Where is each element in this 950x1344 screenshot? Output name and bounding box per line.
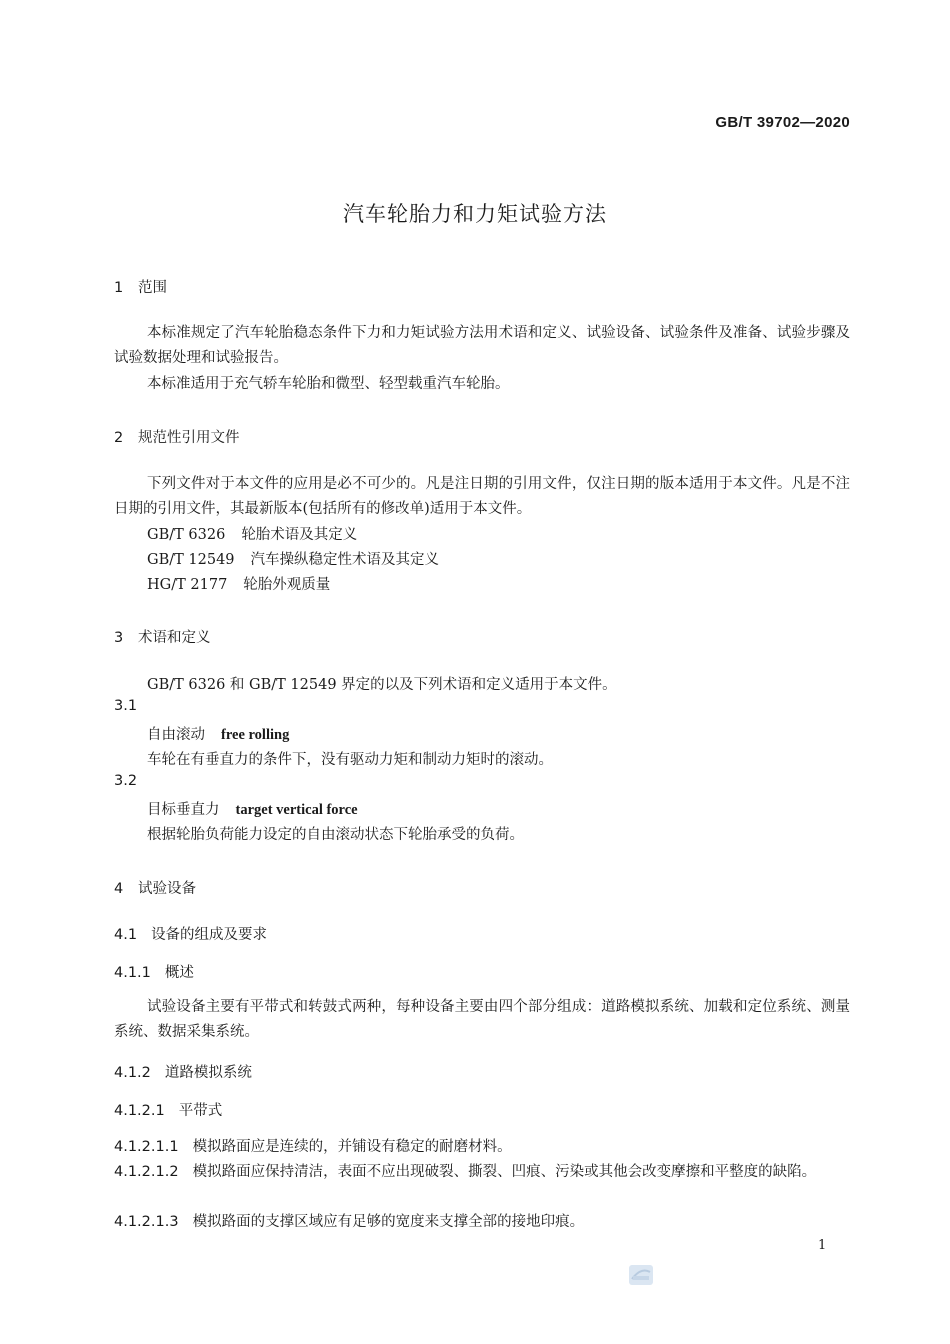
reference-item [147,573,883,594]
subsection-title: 道路模拟系统 [164,1065,252,1081]
term-definition: 根据轮胎负荷能力设定的自由滚动状态下轮胎承受的负荷。 [147,827,524,843]
subsection-number: 4.1 [114,927,138,943]
section-3-heading [114,626,211,647]
subsection-number: 4.1.2 [114,1065,151,1081]
term-number: 3.2 [114,773,138,789]
term-number: 3.1 [114,698,138,714]
clause-text: 模拟路面的支撑区域应有足够的宽度来支撑全部的接地印痕。 [192,1214,585,1230]
clause [114,1210,850,1231]
clause-number: 4.1.2.1.1 [114,1139,179,1155]
subsection-heading [114,1099,222,1120]
term-english: target vertical force [235,802,358,818]
clause-number: 4.1.2.1.3 [114,1214,179,1230]
reference-title: 轮胎术语及其定义 [241,527,358,543]
reference-code: GB/T 6326 [147,527,226,543]
term-definition: 车轮在有垂直力的条件下，没有驱动力矩和制动力矩时的滚动。 [147,752,553,768]
paragraph: 试验设备主要有平带式和转鼓式两种，每种设备主要由四个部分组成：道路模拟系统、加载和定位系统、测量系统、数据采集系统。 [114,999,850,1040]
subsection-number: 4.1.2.1 [114,1103,165,1119]
section-title: 范围 [138,280,167,296]
clause-text: 模拟路面应保持清洁，表面不应出现破裂、撕裂、凹痕、污染或其他会改变摩擦和平整度的缺陷。 [192,1164,817,1180]
section-4-heading [114,877,196,898]
reference-item [147,548,883,569]
term-entry [147,798,358,819]
section-1-heading [114,276,167,297]
paragraph: 本标准适用于充气轿车轮胎和微型、轻型载重汽车轮胎。 [147,376,510,392]
clause [114,1160,850,1185]
section-title: 规范性引用文件 [138,430,240,446]
term-entry [147,723,289,744]
subsection-heading [114,1061,252,1082]
publisher-logo-icon [628,1264,654,1286]
reference-title: 轮胎外观质量 [243,577,331,593]
section-number: 1 [114,280,124,296]
term-chinese: 自由滚动 [147,727,205,743]
section-title: 术语和定义 [138,630,211,646]
clause-text: 模拟路面应是连续的，并铺设有稳定的耐磨材料。 [192,1139,512,1155]
paragraph: GB/T 6326 和 GB/T 12549 界定的以及下列术语和定义适用于本文件。 [147,677,617,693]
section-2-heading [114,426,240,447]
standard-code: GB/T 39702—2020 [715,114,850,131]
clause-number: 4.1.2.1.2 [114,1164,179,1180]
section-title: 试验设备 [138,881,196,897]
subsection-heading [114,923,267,944]
section-number: 3 [114,630,124,646]
term-english: free rolling [221,727,290,743]
term-chinese: 目标垂直力 [147,802,220,818]
reference-code: GB/T 12549 [147,552,235,568]
section-number: 4 [114,881,124,897]
clause [114,1135,850,1156]
reference-code: HG/T 2177 [147,577,228,593]
paragraph: 本标准规定了汽车轮胎稳态条件下力和力矩试验方法用术语和定义、试验设备、试验条件及准备、试验步骤及试验数据处理和试验报告。 [114,325,850,366]
subsection-title: 平带式 [178,1103,223,1119]
section-number: 2 [114,430,124,446]
subsection-heading [114,961,194,982]
paragraph: 下列文件对于本文件的应用是必不可少的。凡是注日期的引用文件，仅注日期的版本适用于本文件。凡是不注日期的引用文件，其最新版本(包括所有的修改单)适用于本文件。 [114,476,850,517]
subsection-title: 概述 [164,965,194,981]
page-number: 1 [818,1238,827,1253]
reference-item [147,523,883,544]
reference-title: 汽车操纵稳定性术语及其定义 [250,552,440,568]
subsection-number: 4.1.1 [114,965,151,981]
document-title: 汽车轮胎力和力矩试验方法 [343,202,607,226]
subsection-title: 设备的组成及要求 [151,927,268,943]
